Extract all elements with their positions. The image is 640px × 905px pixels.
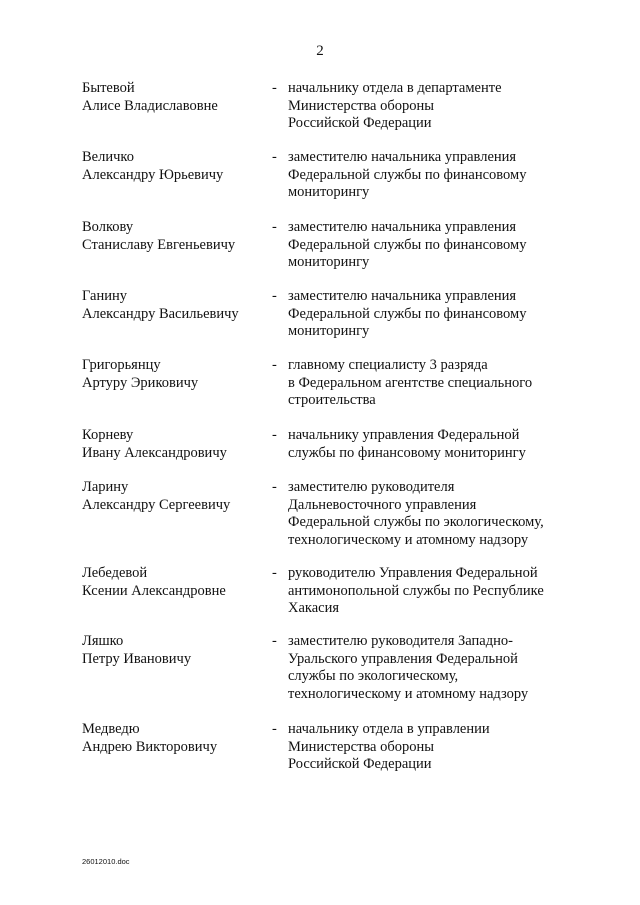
recipient-name [82,219,262,254]
recipient-position [288,288,588,341]
recipient-position-line: Хакасия [288,600,340,616]
recipient-name-line: Медведю [82,721,140,737]
recipient-name-line: Ганину [82,288,127,304]
separator-dash: - [272,288,277,304]
recipient-position-line: Министерства обороны [288,97,434,114]
separator-dash: - [272,80,277,96]
recipient-position-line: мониторингу [288,184,370,200]
recipient-position-line: службы по финансовому мониторингу [288,444,526,461]
file-name-footer: 26012010.doc [82,857,130,866]
recipient-position [288,721,588,774]
recipient-position-line: в Федеральном агентстве специального [288,374,533,391]
recipient-name-line: Бытевой [82,80,135,96]
recipient-position [288,633,588,703]
recipient-name [82,565,262,600]
recipient-position-line: Федеральной службы по финансовому [288,166,527,183]
separator-dash: - [272,149,277,165]
recipient-position [288,219,588,272]
recipient-name [82,357,262,392]
recipient-position [288,427,588,462]
recipient-name-line: Корневу [82,427,134,443]
recipient-position-line: начальнику отдела в департаменте [288,80,502,96]
recipient-name-line: Волкову [82,219,134,235]
recipient-name-line: Ларину [82,479,129,495]
separator-dash: - [272,219,277,235]
recipient-name-line: Александру Сергеевичу [82,496,231,513]
recipient-position-line: Федеральной службы по экологическому, [288,514,544,530]
recipient-position-line: Российской Федерации [288,115,432,131]
recipient-position [288,565,588,618]
page-number: 2 [316,43,324,59]
separator-dash: - [272,633,277,649]
recipient-position-line: заместителю руководителя [288,479,455,495]
recipient-position-line: заместителю начальника управления [288,219,517,235]
recipient-name-line: Величко [82,149,134,165]
recipient-position [288,80,588,133]
recipient-name-line: Ляшко [82,633,124,649]
recipient-position-line: мониторингу [288,323,370,339]
recipient-position-line: заместителю начальника управления [288,149,517,165]
recipient-name-line: Петру Ивановичу [82,650,192,667]
separator-dash: - [272,479,277,495]
recipient-position-line: заместителю руководителя Западно- [288,633,513,649]
recipient-name [82,427,262,462]
separator-dash: - [272,565,277,581]
recipient-position-line: технологическому и атомному надзору [288,685,529,702]
recipient-position-line: заместителю начальника управления [288,288,517,304]
recipient-position [288,357,588,410]
recipient-position-line: технологическому и атомному надзору [288,531,529,548]
recipient-position-line: главному специалисту 3 разряда [288,357,488,373]
recipient-position-line: руководителю Управления Федеральной [288,565,538,581]
recipient-position-line: Российской Федерации [288,756,432,772]
recipient-name [82,633,262,668]
recipient-position-line: Министерства обороны [288,738,434,755]
recipient-name-line: Лебедевой [82,565,148,581]
recipient-position-line: мониторингу [288,254,370,270]
recipient-name-line: Ивану Александровичу [82,444,227,461]
recipient-name-line: Григорьянцу [82,357,161,373]
recipient-name [82,479,262,514]
separator-dash: - [272,427,277,443]
recipient-name-line: Александру Юрьевичу [82,166,224,183]
recipient-name [82,721,262,756]
recipient-name-line: Андрею Викторовичу [82,738,218,755]
recipient-position-line: Уральского управления Федеральной [288,650,518,667]
recipient-position-line: антимонопольной службы по Республике [288,582,544,599]
recipient-position [288,149,588,202]
separator-dash: - [272,721,277,737]
recipient-name-line: Ксении Александровне [82,582,226,599]
recipient-name-line: Александру Васильевичу [82,305,239,322]
recipient-name-line: Артуру Эриковичу [82,374,199,391]
separator-dash: - [272,357,277,373]
recipient-position-line: Федеральной службы по финансовому [288,236,527,253]
recipient-name [82,288,262,323]
recipient-name-line: Станиславу Евгеньевичу [82,236,236,253]
recipient-position-line: службы по экологическому, [288,668,459,684]
recipient-position-line: Федеральной службы по финансовому [288,305,527,322]
recipient-position-line: Дальневосточного управления [288,496,477,513]
recipient-name-line: Алисе Владиславовне [82,97,218,114]
recipient-name [82,149,262,184]
recipient-position-line: начальнику управления Федеральной [288,427,520,443]
recipient-position-line: строительства [288,392,376,408]
recipient-position-line: начальнику отдела в управлении [288,721,490,737]
recipient-position [288,479,588,549]
recipient-name [82,80,262,115]
